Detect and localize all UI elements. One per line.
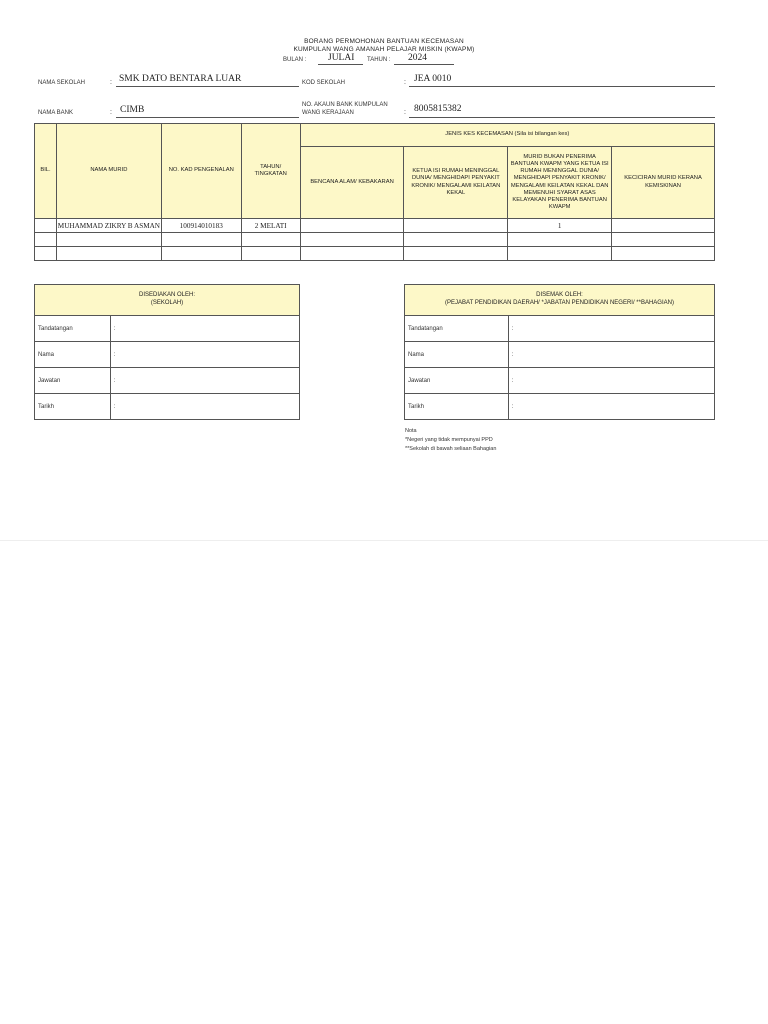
disediakan-title: DISEDIAKAN OLEH: (138, 292, 195, 299)
disemak-field-label: Tarikh (405, 394, 509, 420)
cell-tahun: 2 MELATI (241, 219, 300, 233)
cell-bukan (508, 233, 612, 247)
cell-keciciran (612, 219, 715, 233)
table-row (35, 233, 715, 247)
disemak-box (404, 284, 715, 420)
cell-ketua (404, 219, 508, 233)
akaun-value: 8005815382 (414, 104, 462, 114)
disediakan-tandatangan-field: : (110, 316, 299, 342)
kod-sekolah-value: JEA 0010 (414, 74, 452, 84)
bulan-label: BULAN : (283, 57, 307, 63)
disediakan-jawatan-field: : (110, 368, 299, 394)
cell-ic (161, 247, 241, 261)
disediakan-subtitle: (SEKOLAH) (150, 300, 184, 306)
th-no-kad: NO. KAD PENGENALAN (161, 124, 241, 219)
disemak-field-label: Nama (405, 342, 509, 368)
table-row (35, 247, 715, 261)
nota-line2: **Sekolah di bawah seliaan Bahagian (405, 445, 497, 452)
cell-keciciran (612, 233, 715, 247)
cell-bencana (300, 219, 404, 233)
disediakan-field-label: Jawatan (35, 368, 111, 394)
disediakan-field-label: Tandatangan (35, 316, 111, 342)
form-title-line1: BORANG PERMOHONAN BANTUAN KECEMASAN (304, 38, 464, 45)
cell-ketua (404, 247, 508, 261)
cell-bukan (508, 247, 612, 261)
cell-bencana (300, 233, 404, 247)
akaun-colon: : (404, 109, 406, 116)
th-nama-murid: NAMA MURID (56, 124, 161, 219)
kod-sekolah-label: KOD SEKOLAH (302, 80, 346, 86)
akaun-label-line1: NO. AKAUN BANK KUMPULAN (302, 102, 388, 108)
cell-bukan: 1 (508, 219, 612, 233)
nama-sekolah-colon: : (110, 79, 112, 86)
disediakan-header (35, 285, 300, 316)
disemak-jawatan-field: : (508, 368, 714, 394)
cell-bencana (300, 247, 404, 261)
tahun-underline (394, 64, 454, 65)
nama-sekolah-value: SMK DATO BENTARA LUAR (119, 74, 242, 84)
nama-bank-value: CIMB (120, 105, 145, 115)
disemak-tandatangan-field: : (508, 316, 714, 342)
page-fold-line (0, 540, 768, 541)
disemak-header (405, 285, 715, 316)
th-bukan-penerima: MURID BUKAN PENERIMA BANTUAN KWAPM YANG KETUA ISI RUMAH MENINGGAL DUNIA/ MENGHIDAPI PENYAKIT KRONIK/ MENGALAMI KEILATAN KEKAL DAN MEMENUHI SYARAT ASAS KELAYAKAN PENERIMA BANTUAN KWAPM (508, 147, 612, 219)
cell-tahun (241, 247, 300, 261)
cell-keciciran (612, 247, 715, 261)
kes-table (34, 123, 715, 261)
nota-title: Nota (405, 428, 417, 434)
tahun-label: TAHUN : (367, 57, 391, 63)
cell-bil (35, 233, 57, 247)
disemak-tarikh-field: : (508, 394, 714, 420)
th-keciciran: KECICIRAN MURID KERANA KEMISKINAN (612, 147, 715, 219)
cell-bil (35, 219, 57, 233)
th-ketua: KETUA ISI RUMAH MENINGGAL DUNIA/ MENGHIDAPI PENYAKIT KRONIK/ MENGALAMI KEILATAN KEKAL (404, 147, 508, 219)
disediakan-nama-field: : (110, 342, 299, 368)
th-tahun-tingkatan: TAHUN/ TINGKATAN (241, 124, 300, 219)
kod-sekolah-colon: : (404, 79, 406, 86)
cell-nama (56, 233, 161, 247)
table-row (35, 219, 715, 233)
cell-ketua (404, 233, 508, 247)
nota-line1: *Negeri yang tidak mempunyai PPD (405, 436, 493, 443)
bulan-value: JULAI (328, 53, 355, 63)
kod-sekolah-underline (409, 86, 715, 87)
bulan-underline (318, 64, 363, 65)
akaun-label-line2: WANG KERAJAAN (302, 110, 354, 116)
nama-bank-colon: : (110, 109, 112, 116)
nota-block (405, 427, 496, 453)
disediakan-field-label: Nama (35, 342, 111, 368)
cell-ic: 100914010183 (161, 219, 241, 233)
cell-nama: MUHAMMAD ZIKRY B ASMAN (56, 219, 161, 233)
cell-ic (161, 233, 241, 247)
disemak-field-label: Tandatangan (405, 316, 509, 342)
disemak-title: DISEMAK OLEH: (536, 292, 583, 299)
nama-bank-underline (116, 117, 299, 118)
disemak-field-label: Jawatan (405, 368, 509, 394)
disemak-subtitle: (PEJABAT PENDIDIKAN DAERAH/ *JABATAN PENDIDIKAN NEGERI/ **BAHAGIAN) (445, 300, 674, 306)
disemak-nama-field: : (508, 342, 714, 368)
th-bencana: BENCANA ALAM/ KEBAKARAN (300, 147, 404, 219)
nama-sekolah-label: NAMA SEKOLAH (38, 80, 86, 86)
cell-bil (35, 247, 57, 261)
disediakan-field-label: Tarikh (35, 394, 111, 420)
form-title-line2: KUMPULAN WANG AMANAH PELAJAR MISKIN (KWAPM) (293, 46, 475, 53)
tahun-value: 2024 (408, 53, 427, 63)
disediakan-tarikh-field: : (110, 394, 299, 420)
cell-nama (56, 247, 161, 261)
nama-sekolah-underline (116, 86, 299, 87)
th-bil: BIL. (35, 124, 57, 219)
akaun-underline (409, 117, 715, 118)
th-jenis-kes: JENIS KES KECEMASAN (Sila isi bilangan kes) (300, 124, 714, 147)
nama-bank-label: NAMA BANK (38, 110, 74, 116)
cell-tahun (241, 233, 300, 247)
disediakan-box (34, 284, 300, 420)
